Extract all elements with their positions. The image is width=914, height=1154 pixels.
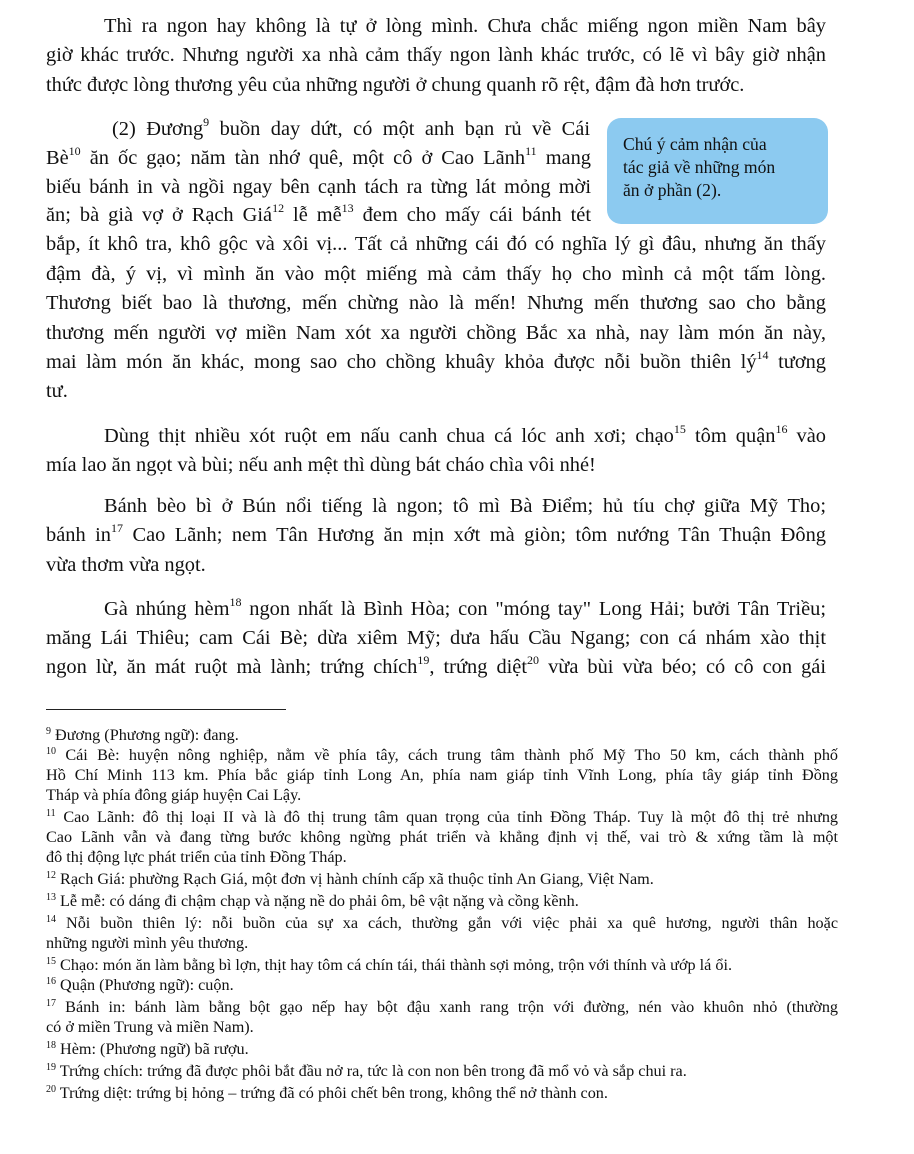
paragraph-5-line-3: ngon lừ, ăn mát ruột mà lành; trứng chích$^{19}$, trứng diệt$^{20}$ vừa bùi vừa béo; có cô con gái	[46, 653, 826, 678]
footnote-18: $^{18}$ Hèm: (Phương ngữ) bã rượu.	[46, 1039, 249, 1058]
paragraph-2-line-4: ăn; bà già vợ ở Rạch Giá$^{12}$ lễ mễ$^{13}$ đem cho mấy cái bánh tét	[46, 201, 591, 226]
footnote-11-line-2: Cao Lãnh vẫn và đang từng bước không ngừng phát triển và khẳng định vị thế, vai trò & xứng tầm là một	[46, 828, 838, 846]
paragraph-5-line-1: Gà nhúng hèm$^{18}$ ngon nhất là Bình Hòa; con "móng tay" Long Hải; bưởi Tân Triều;	[104, 595, 826, 620]
footnote-17: $^{17}$ Bánh in: bánh làm bằng bột gạo nếp hay bột đậu xanh rang trộn với đường, nén vào khuôn nhỏ (thường	[46, 997, 839, 1016]
footnote-15: $^{15}$ Chạo: món ăn làm bằng bì lợn, thịt hay tôm cá chín tái, thái thành sợi mỏng, trộn với thính và ướp lá ổi.	[46, 955, 733, 974]
paragraph-5-line-2: măng Lái Thiêu; cam Cái Bè; dừa xiêm Mỹ; dưa hấu Cầu Ngang; con cá nhám xào thịt	[46, 627, 826, 649]
paragraph-2-line-6: đậm đà, ý vị, vì mình ăn vào một miếng mà cảm thấy họ cho mình cả một tấm lòng.	[46, 263, 826, 285]
paragraph-4-line-1: Bánh bèo bì ở Bún nổi tiếng là ngon; tô mì Bà Điểm; hủ tíu chợ giữa Mỹ Tho;	[104, 495, 826, 517]
paragraph-2-line-3: biếu bánh in và ngồi ngay bên cạnh tách ra từng lát mỏng mời	[46, 176, 591, 198]
paragraph-4-line-2: bánh $in^{17}$ Cao Lãnh; nem Tân Hương ăn mịn xớt mà giòn; tôm nướng Tân Thuận Đông	[46, 521, 826, 546]
note-line: Chú ý cảm nhận của	[623, 134, 767, 154]
paragraph-2-line-8: thương mến người vợ miền Nam xót xa người chồng Bắc xa nhà, nay làm món ăn này,	[46, 322, 826, 344]
footnote-13: $^{13}$ Lễ mễ: có dáng đi chậm chạp và nặng nề do phải ôm, bê vật nặng và cồng kềnh.	[46, 891, 579, 910]
footnote-separator	[46, 709, 286, 710]
paragraph-2-line-1: (2) Đương$^9$ buồn day dứt, có một anh bạn rủ về Cái	[112, 115, 590, 140]
note-line: ăn ở phần (2).	[623, 180, 722, 200]
footnote-10-line-3: Tháp và phía đông giáp huyện Cai Lậy.	[46, 786, 302, 804]
note-callout-box	[607, 118, 828, 224]
footnote-12: $^{12}$ Rạch Giá: phường Rạch Giá, một đơn vị hành chính cấp xã thuộc tỉnh An Giang, Việt Nam.	[46, 869, 654, 888]
paragraph-2-line-7: Thương biết bao là thương, mến chừng nào là mến! Nhưng mến thương sao cho bằng	[46, 292, 826, 314]
paragraph-2-line-10: tư.	[46, 380, 68, 402]
footnote-10-line-2: Hồ Chí Minh 113 km. Phía bắc giáp tỉnh Long An, phía nam giáp tỉnh Vĩnh Long, phía tây giáp tỉnh Đồng	[46, 766, 838, 784]
note-line: tác giả về những món	[623, 157, 776, 177]
paragraph-2-line-9: mai làm món ăn khác, mong sao cho chồng khuây khỏa được nỗi buồn thiên $lý^{14}$ tương	[46, 348, 826, 373]
footnote-20: $^{20}$ Trứng diệt: trứng bị hỏng – trứng đã có phôi chết bên trong, không thể nở thành con.	[46, 1083, 608, 1102]
paragraph-3-line-1: Dùng thịt nhiều xót ruột em nấu canh chua cá lóc anh xơi; chạo$^{15}$ tôm quận$^{16}$ vào	[104, 422, 826, 447]
paragraph-2-line-2: $Bè^{10}$ ăn ốc gạo; năm tàn nhớ quê, một cô ở Cao Lãnh$^{11}$ mang	[46, 144, 591, 169]
paragraph-2-line-5: bắp, ít khô tra, khô gộc và xôi vị... Tất cả những cái đó có nghĩa lý gì đâu, nhưng ăn thấy	[46, 233, 826, 255]
footnote-11-line-3: đô thị động lực phát triển của tỉnh Đồng Tháp.	[46, 848, 347, 866]
footnote-17-line-2: có ở miền Trung và miền Nam).	[46, 1018, 254, 1036]
paragraph-1-line-1: Thì ra ngon hay không là tự ở lòng mình. Chưa chắc miếng ngon miền Nam bây	[104, 15, 826, 37]
footnote-10: $^{10}$ Cái Bè: huyện nông nghiệp, nằm về phía tây, cách trung tâm thành phố Mỹ Tho 50 km, cách thành phố	[46, 745, 839, 764]
footnote-14-line-2: những người mình yêu thương.	[46, 934, 249, 952]
paragraph-1-line-3: thức được lòng thương yêu của những người ở chung quanh rõ rệt, đậm đà hơn trước.	[46, 74, 745, 96]
footnote-19: $^{19}$ Trứng chích: trứng đã được phôi bắt đầu nở ra, tức là con non bên trong đã mổ vỏ và sắp chui ra.	[46, 1061, 687, 1080]
paragraph-3-line-2: mía lao ăn ngọt và bùi; nếu anh mệt thì dùng bát cháo chìa vôi nhé!	[46, 454, 596, 476]
paragraph-1-line-2: giờ khác trước. Nhưng người xa nhà cảm thấy ngon lành khác trước, có lẽ vì bây giờ nhận	[46, 44, 826, 66]
footnote-16: $^{16}$ Quận (Phương ngữ): cuộn.	[46, 975, 234, 994]
footnote-9: $^9$ Đương (Phương ngữ): đang.	[46, 725, 239, 744]
footnote-14: $^{14}$ Nỗi buồn thiên lý: nỗi buồn của sự xa cách, thường gắn với việc phải xa quê hương, người thân hoặc	[46, 913, 839, 932]
paragraph-4-line-3: vừa thơm vừa ngọt.	[46, 554, 206, 576]
footnote-11: $^{11}$ Cao Lãnh: đô thị loại II và là đô thị trung tâm quan trọng của tỉnh Đồng Tháp. Tuy là một đô thị trẻ nhưng	[46, 807, 839, 826]
